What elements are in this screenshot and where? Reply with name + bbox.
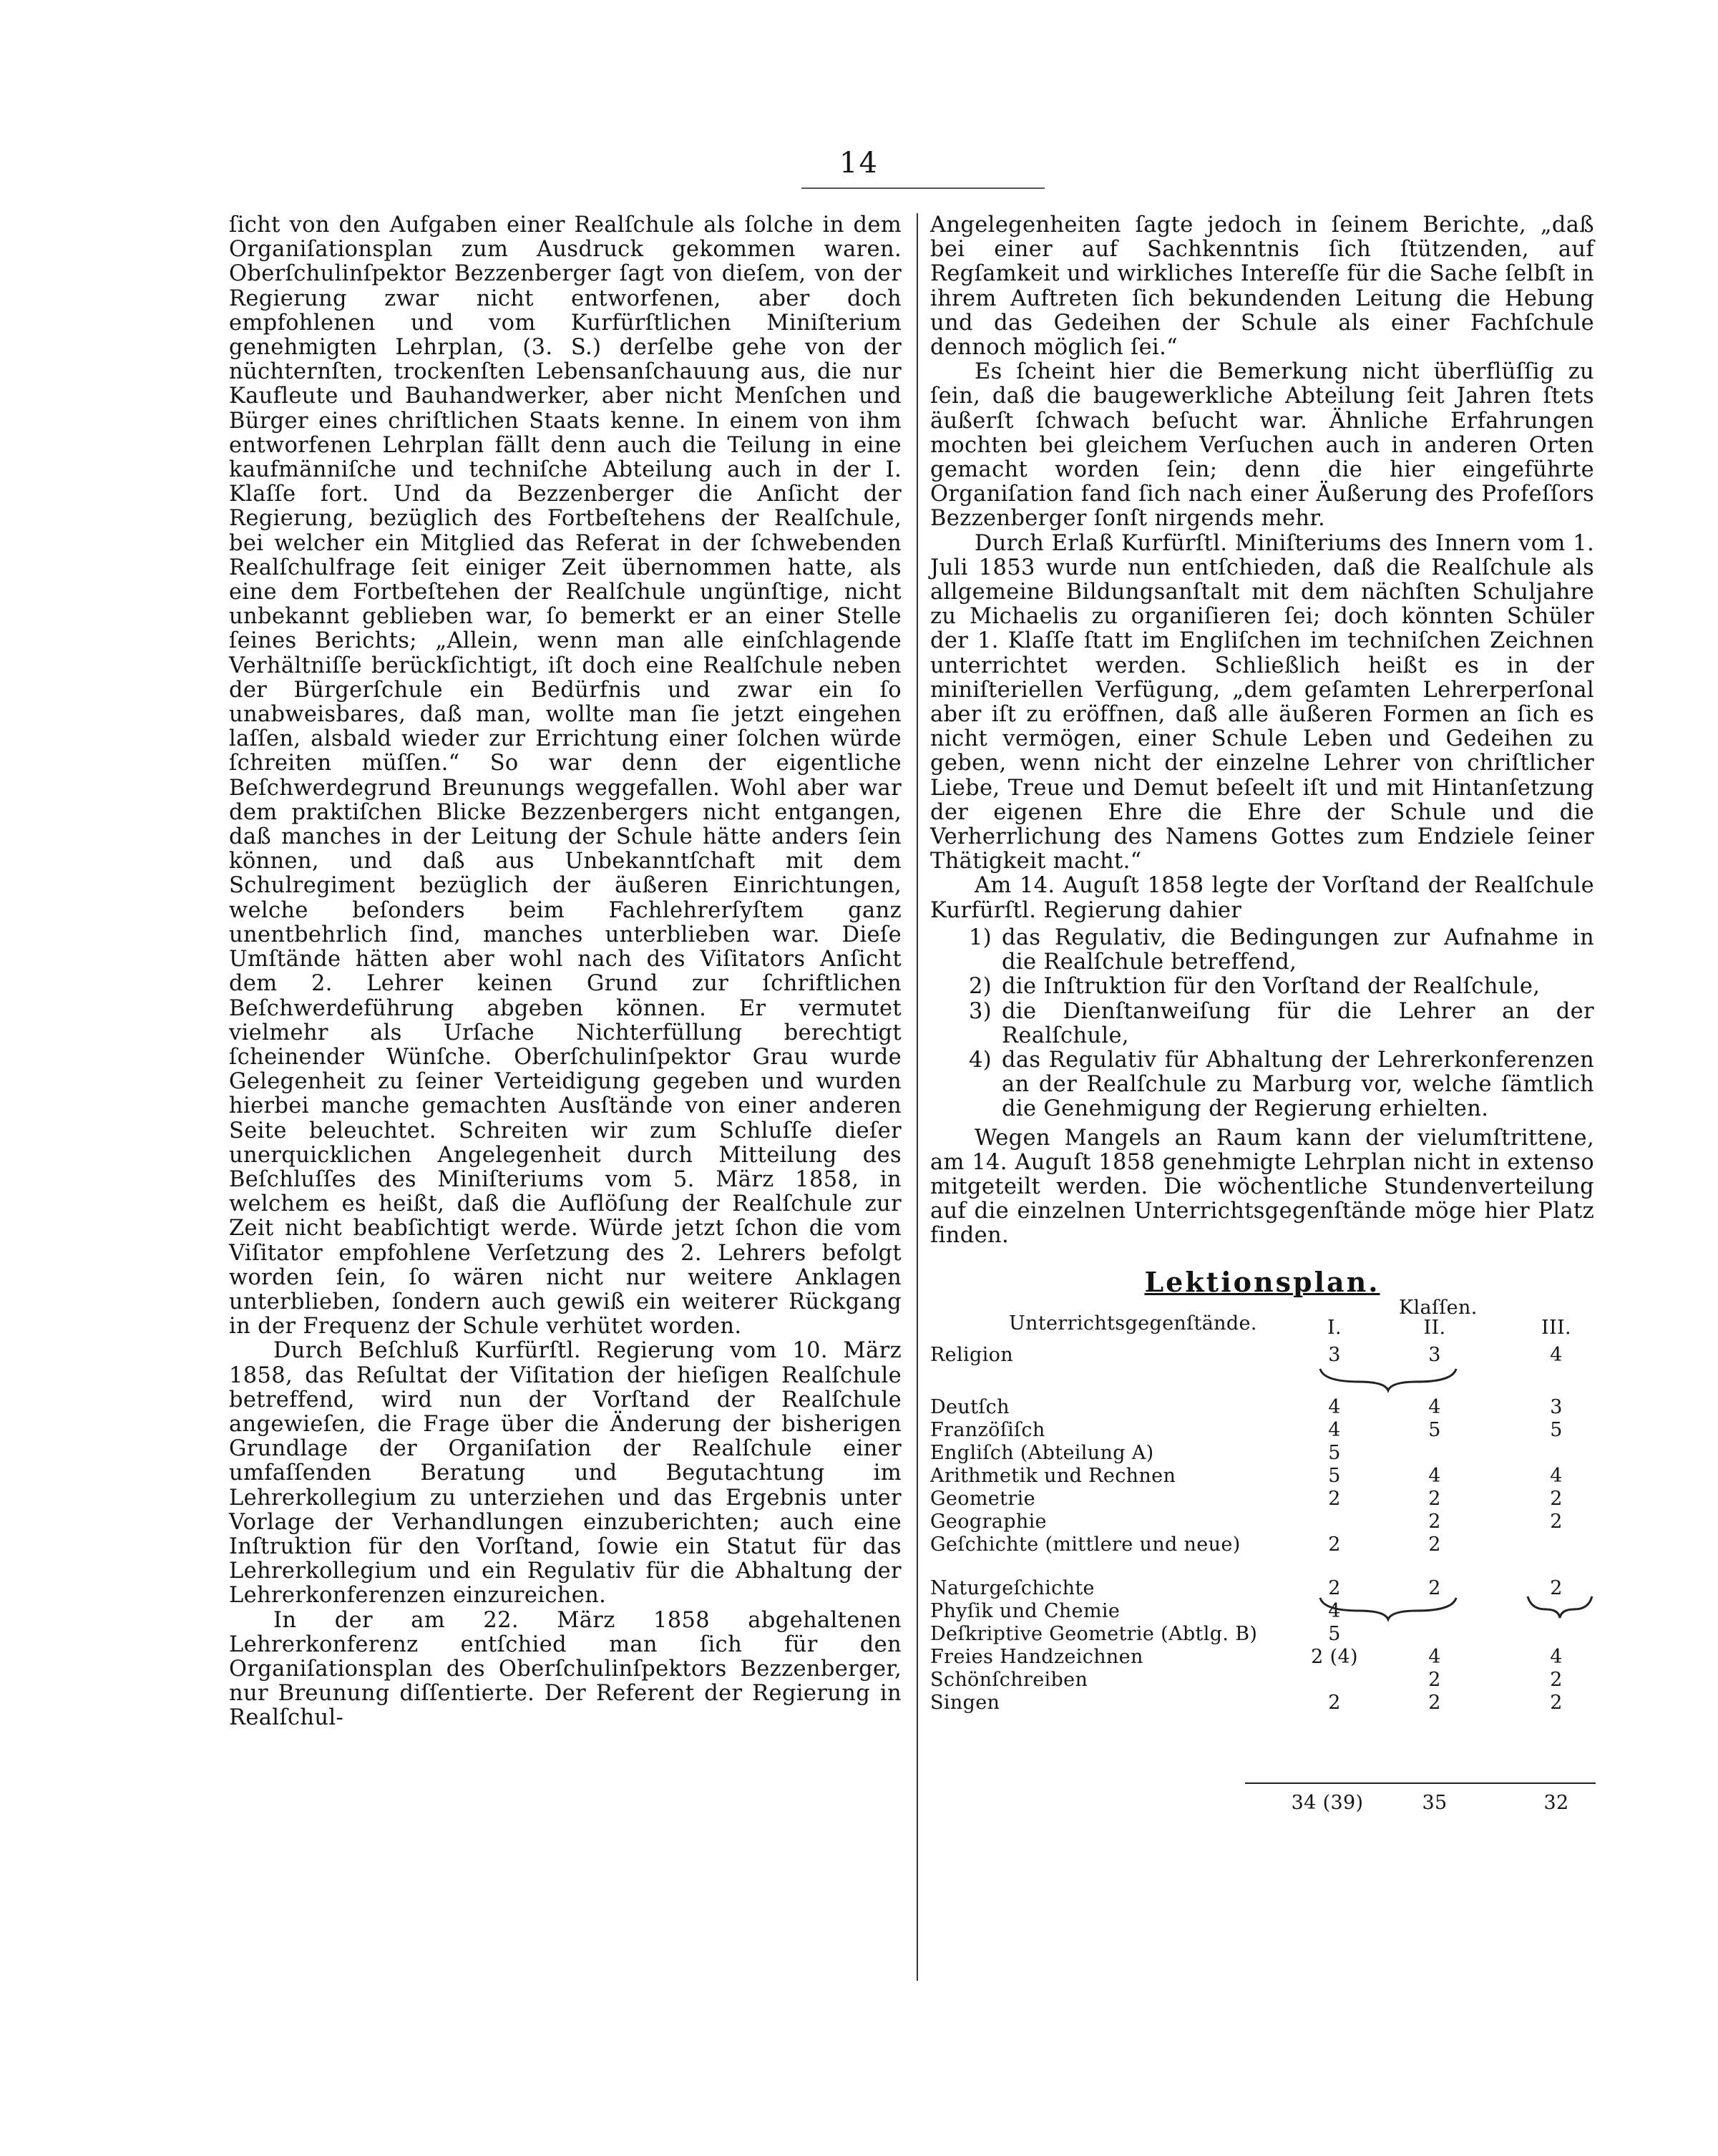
hours-cell: 2 — [1428, 1692, 1441, 1714]
hours-cell: 2 (4) — [1311, 1646, 1358, 1669]
totals-rule — [1245, 1782, 1596, 1784]
grouping-braces-iii — [1524, 1575, 1603, 1790]
subject-label: Engliſch (Abteilung A) — [930, 1442, 1154, 1465]
subject-label: Naturgeſchichte — [930, 1577, 1095, 1600]
right-paragraph-4: Am 14. Auguſt 1858 legte der Vorſtand der Realſchule Kurfürſtl. Regierung dahier — [930, 873, 1594, 923]
hours-cell: 3 — [1328, 1343, 1341, 1366]
hours-cell: 4 — [1428, 1646, 1441, 1669]
subject-label: Deutſch — [930, 1396, 1010, 1419]
list-item — [930, 1048, 1594, 1122]
hours-cell: 5 — [1428, 1419, 1441, 1442]
hours-cell: 2 — [1328, 1577, 1341, 1600]
hours-cell: 2 — [1550, 1669, 1563, 1692]
lesson-plan-table — [930, 1296, 1594, 1840]
total-3: 32 — [1543, 1791, 1569, 1814]
subject-label: Freies Handzeichnen — [930, 1646, 1143, 1669]
total-2: 35 — [1422, 1791, 1448, 1814]
list-item — [930, 1000, 1594, 1048]
right-paragraph-1: Angelegenheiten ſagte jedoch in ſeinem Berichte, „daß bei einer auf Sachkenntnis ſich ſtützenden, auf Regſamkeit und wirkliches Intereſſe für die Sache ſelbſt in ihrem Auftreten ſich bekundenden Leitung die Hebung und das Gedeihen der Schule als einer Fachſchule dennoch möglich ſei.“ — [930, 213, 1594, 361]
subject-label: Deſkriptive Geometrie (Abtlg. B) — [930, 1623, 1258, 1646]
hours-cell: 4 — [1428, 1465, 1441, 1488]
hours-cell: 5 — [1550, 1419, 1563, 1442]
list-text: das Regulativ für Abhaltung der Lehrerkonferenzen an der Realſchule zu Marburg vor, welche ſämtlich die Genehmigung der Regierung erhielten. — [1002, 1047, 1594, 1122]
hours-cell: 4 — [1328, 1419, 1341, 1442]
list-number: 3) — [968, 998, 992, 1024]
right-paragraph-5: Wegen Mangels an Raum kann der vielumſtrittene, am 14. Auguſt 1858 genehmigte Lehrplan nicht in extenso mitgeteilt werden. Die wöchentliche Stundenverteilung auf die einzelnen Unterrichtsgegenſtände möge hier Platz finden. — [930, 1125, 1594, 1249]
hours-cell: 5 — [1328, 1623, 1341, 1646]
hours-cell: 2 — [1428, 1511, 1441, 1533]
hours-cell: 4 — [1328, 1600, 1341, 1623]
left-column — [229, 213, 902, 1731]
column-separator — [917, 213, 918, 1981]
hours-cell: 2 — [1428, 1577, 1441, 1600]
list-number: 4) — [968, 1047, 992, 1073]
hours-cell: 2 — [1428, 1533, 1441, 1556]
brace-religion — [1320, 1369, 1456, 1390]
hours-cell: 2 — [1328, 1533, 1341, 1556]
hours-cell: 5 — [1328, 1465, 1341, 1488]
subject-label: Geſchichte (mittlere und neue) — [930, 1533, 1241, 1556]
brace-geschichte — [1320, 1598, 1456, 1619]
subject-label: Geometrie — [930, 1488, 1035, 1511]
list-number: 1) — [968, 925, 992, 950]
hours-cell: 4 — [1550, 1465, 1563, 1488]
hours-cell: 2 — [1428, 1669, 1441, 1692]
subject-label: Singen — [930, 1692, 1000, 1714]
list-item — [930, 975, 1594, 999]
list-number: 2) — [968, 974, 992, 1000]
header-rule — [801, 187, 1045, 189]
hours-cell: 4 — [1550, 1646, 1563, 1669]
grouping-braces — [1317, 1362, 1474, 1784]
hours-cell: 2 — [1550, 1511, 1563, 1533]
hours-cell: 3 — [1428, 1343, 1441, 1366]
hours-cell: 4 — [1428, 1396, 1441, 1419]
subject-label: Arithmetik und Rechnen — [930, 1465, 1176, 1488]
total-1: 34 (39) — [1291, 1791, 1364, 1814]
subjects-header: Unterrichtsgegenſtände. — [1009, 1312, 1257, 1335]
right-paragraph-2: Es ſcheint hier die Bemerkung nicht überflüſſig zu ſein, daß die baugewerkliche Abteilung ſeit Jahren ſtets äußerſt ſchwach beſucht war. Ähnliche Erfahrungen mochten bei gleichem Verſuchen auch in anderen Orten gemacht worden ſein; denn die hier eingeführte Organiſation fand ſich nach einer Äußerung des Profeſſors Bezzenberger ſonſt nirgends mehr. — [930, 359, 1594, 532]
left-paragraph-3: In der am 22. März 1858 abgehaltenen Lehrerkonferenz entſchied man ſich für den Organiſationsplan des Oberſchulinſpektors Bezzenberger, nur Breunung diſſentierte. Der Referent der Regierung in Realſchul- — [229, 1607, 902, 1731]
submission-list — [930, 926, 1594, 1122]
hours-cell: 4 — [1328, 1396, 1341, 1419]
hours-cell: 2 — [1328, 1692, 1341, 1714]
subject-label: Schönſchreiben — [930, 1669, 1088, 1692]
hours-cell: 2 — [1550, 1577, 1563, 1600]
lesson-plan-title: Lektionsplan. — [1144, 1265, 1380, 1298]
subject-label: Phyſik und Chemie — [930, 1600, 1121, 1623]
hours-cell: 2 — [1550, 1488, 1563, 1511]
hours-cell: 3 — [1550, 1396, 1563, 1419]
subject-label: Religion — [930, 1343, 1013, 1366]
hours-cell: 4 — [1550, 1343, 1563, 1366]
hours-cell: 5 — [1328, 1442, 1341, 1465]
list-item — [930, 926, 1594, 975]
right-paragraph-3: Durch Erlaß Kurfürſtl. Miniſteriums des Innern vom 1. Juli 1853 wurde nun entſchieden, daß die Realſchule als allgemeine Bildungsanſtalt mit dem nächſten Schuljahre zu Michaelis zu organiſieren ſei; doch könnten Schüler der 1. Klaſſe ſtatt im Engliſchen im techniſchen Zeichnen unterrichtet werden. Schließlich heißt es in der miniſteriellen Verfügung, „dem geſamten Lehrerperſonal aber iſt zu eröffnen, daß alle äußeren Formen an ſich es nicht vermögen, einer Schule Leben und Gedeihen zu geben, wenn nicht der einzelne Lehrer von chriſtlicher Liebe, Treue und Demut beſeelt iſt und mit Hintanſetzung der eigenen Ehre die Ehre der Schule und die Verherrlichung des Namens Gottes zum Endziele ſeiner Thätigkeit macht.“ — [930, 530, 1594, 874]
class-label-2: II. — [1423, 1316, 1446, 1339]
right-column — [930, 213, 1594, 1840]
hours-cell: 2 — [1550, 1692, 1563, 1714]
list-text: die Inſtruktion für den Vorſtand der Realſchule, — [1002, 974, 1541, 1000]
class-label-3: III. — [1541, 1316, 1571, 1339]
subject-label: Geographie — [930, 1511, 1047, 1533]
hours-cell: 2 — [1328, 1488, 1341, 1511]
hours-cell: 2 — [1428, 1488, 1441, 1511]
classes-header: Klaſſen. — [1399, 1296, 1478, 1319]
left-paragraph-1: ſicht von den Aufgaben einer Realſchule als ſolche in dem Organiſationsplan zum Ausdruck gekommen waren. Oberſchulinſpektor Bezzenberger ſagt von dieſem, von der Regierung zwar nicht entworfenen, aber doch empfohlenen und vom Kurfürſtlichen Miniſterium genehmigten Lehrplan, (3. S.) derſelbe gehe von der nüchternſten, trockenſten Lebensanſchauung aus, die nur Kaufleute und Bauhandwerker, aber nicht Menſchen und Bürger eines chriſtlichen Staats kenne. In einem von ihm entworfenen Lehrplan fällt denn auch die Teilung in eine kaufmänniſche und techniſche Abteilung auch in der I. Klaſſe fort. Und da Bezzenberger die Anſicht der Regierung, bezüglich des Fortbeſtehens der Realſchule, bei welcher ein Mitglied das Referat in der ſchwebenden Realſchulfrage ſeit einiger Zeit übernommen hatte, als eine dem Fortbeſtehen der Realſchule ungünſtige, nicht unbekannt geblieben war, ſo bemerkt er an einer Stelle ſeines Berichts; „Allein, wenn man alle einſchlagende Verhältniſſe berückſichtigt, iſt doch eine Realſchule neben der Bürgerſchule ein Bedürfnis und zwar ein ſo unabweisbares, daß man, wollte man ſie jetzt eingehen laſſen, alsbald wieder zur Errichtung einer ſolchen würde ſchreiten müſſen.“ So war denn der eigentliche Beſchwerdegrund Breunungs weggefallen. Wohl aber war dem praktiſchen Blicke Bezzenbergers nicht entgangen, daß manches in der Leitung der Schule hätte anders ſein können, und daß aus Unbekanntſchaft mit dem Schulregiment bezüglich der äußeren Einrichtungen, welche beſonders beim Fachlehrerſyſtem ganz unentbehrlich ſind, manches unterblieben war. Dieſe Umſtände hätten aber wohl nach des Viſitators Anſicht dem 2. Lehrer keinen Grund zur ſchriftlichen Beſchwerdeführung abgeben können. Er vermutet vielmehr als Urſache Nichterfüllung berechtigt ſcheinender Wünſche. Oberſchulinſpektor Grau wurde Gelegenheit zu ſeiner Verteidigung gegeben und wurden hierbei manche gemachten Ausſtände von einer anderen Seite beleuchtet. Schreiten wir zum Schluſſe dieſer unerquicklichen Angelegenheit durch Mitteilung des Beſchluſſes des Miniſteriums vom 5. März 1858, in welchem es heißt, daß die Auflöſung der Realſchule zur Zeit nicht beabſichtigt werde. Würde jetzt ſchon die vom Viſitator empfohlene Verſetzung des 2. Lehrers befolgt worden ſein, ſo wären nicht nur weitere Anklagen unterblieben, ſondern auch gewiß ein weiterer Rückgang in der Frequenz der Schule verhütet worden. — [229, 213, 902, 1340]
list-text: die Dienſtanweiſung für die Lehrer an der Realſchule, — [1002, 998, 1594, 1048]
brace-geschichte-iii — [1528, 1596, 1592, 1618]
left-paragraph-2: Durch Beſchluß Kurfürſtl. Regierung vom 10. März 1858, das Reſultat der Viſitation der hieſigen Realſchule betreffend, wird nun der Vorſtand der Realſchule angewieſen, die Frage über die Änderung der bisherigen Grundlage der Organiſation der Realſchule einer umfaſſenden Beratung und Begutachtung im Lehrerkollegium zu unterziehen und das Ergebnis unter Vorlage der Verhandlungen einzuberichten; auch eine Inſtruktion für den Vorſtand, ſowie ein Statut für das Lehrerkollegium und ein Regulativ für die Abhaltung der Lehrerkonferenzen einzureichen. — [229, 1338, 902, 1609]
class-label-1: I. — [1327, 1316, 1342, 1339]
list-text: das Regulativ, die Bedingungen zur Aufnahme in die Realſchule betreffend, — [1002, 925, 1594, 975]
page-number: 14 — [839, 147, 879, 180]
subject-label: Franzöſiſch — [930, 1419, 1045, 1442]
